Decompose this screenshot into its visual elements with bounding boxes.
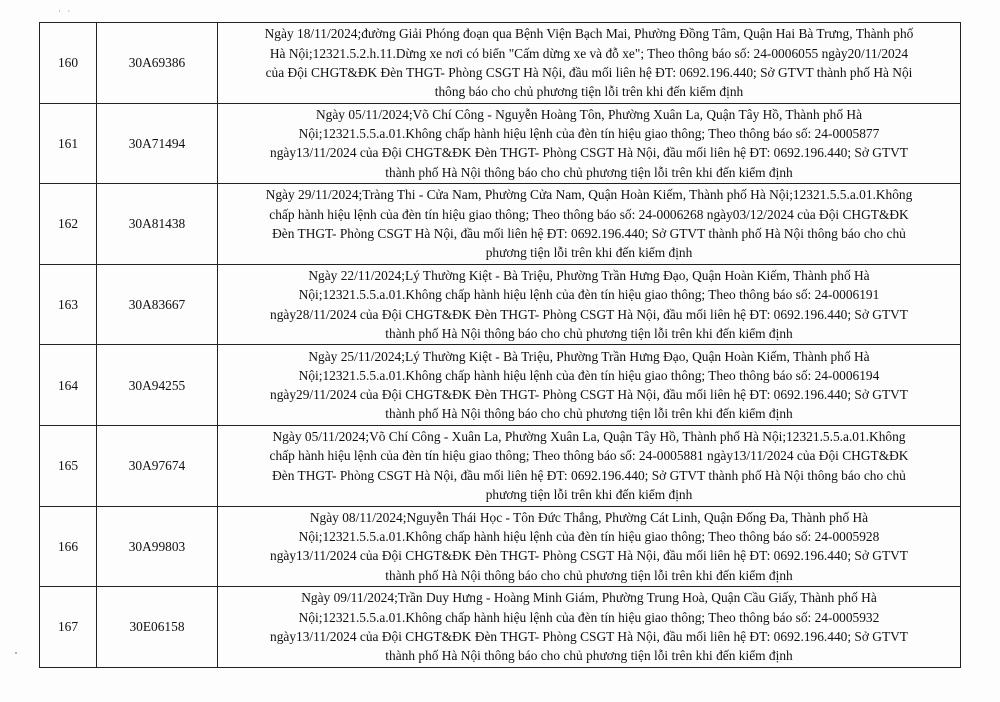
description-line: Ngày 08/11/2024;Nguyễn Thái Học - Tôn Đức Thắng, Phường Cát Linh, Quận Đống Đa, Thành phố Hà xyxy=(309,509,869,525)
table-row xyxy=(40,23,961,104)
description-line: Nội;12321.5.5.a.01.Không chấp hành hiệu lệnh của đèn tín hiệu giao thông; Theo thông báo số: 24-0006194 xyxy=(298,367,880,383)
description-line: chấp hành hiệu lệnh của đèn tín hiệu giao thông; Theo thông báo số: 24-0005881 ngày13/11/2024 của Đội CHGT&ĐK xyxy=(269,448,909,464)
violation-description xyxy=(218,103,961,184)
license-plate: 30A69386 xyxy=(97,23,218,104)
description-line: Ngày 09/11/2024;Trần Duy Hưng - Hoàng Minh Giám, Phường Trung Hoà, Quận Cầu Giấy, Thành phố Hà xyxy=(301,590,877,606)
violation-description xyxy=(218,23,961,104)
row-number: 167 xyxy=(40,587,97,668)
license-plate: 30A83667 xyxy=(97,264,218,345)
table-row xyxy=(40,506,961,587)
table-row xyxy=(40,587,961,668)
description-line: phương tiện lỗi trên khi đến kiểm định xyxy=(485,245,693,261)
violation-description xyxy=(218,587,961,668)
table-row xyxy=(40,103,961,184)
license-plate: 30A97674 xyxy=(97,425,218,506)
description-line: ngày28/11/2024 của Đội CHGT&ĐK Đèn THGT- Phòng CSGT Hà Nội, đầu mối liên hệ ĐT: 0692.196.440; Sở GTVT xyxy=(270,306,908,322)
description-line: thành phố Hà Nội thông báo cho chủ phương tiện lỗi trên khi đến kiểm định xyxy=(385,567,793,583)
description-line: Ngày 29/11/2024;Tràng Thi - Cửa Nam, Phường Cửa Nam, Quận Hoàn Kiếm, Thành phố Hà Nội;12321.5.5.a.01.Không xyxy=(265,187,913,203)
row-number: 165 xyxy=(40,425,97,506)
description-line: ngày13/11/2024 của Đội CHGT&ĐK Đèn THGT- Phòng CSGT Hà Nội, đầu mối liên hệ ĐT: 0692.196.440; Sở GTVT xyxy=(270,628,908,644)
description-line: Ngày 05/11/2024;Võ Chí Công - Nguyễn Hoàng Tôn, Phường Xuân La, Quận Tây Hồ, Thành phố Hà xyxy=(315,106,863,122)
description-line: của Đội CHGT&ĐK Đèn THGT- Phòng CSGT Hà Nội, đầu mối liên hệ ĐT: 0692.196.440; Sở GTVT thành phố Hà Nội xyxy=(265,64,913,80)
table-row xyxy=(40,184,961,265)
row-number: 160 xyxy=(40,23,97,104)
description-line: thành phố Hà Nội thông báo cho chủ phương tiện lỗi trên khi đến kiểm định xyxy=(385,406,793,422)
violation-description xyxy=(218,184,961,265)
violation-description xyxy=(218,425,961,506)
description-line: phương tiện lỗi trên khi đến kiểm định xyxy=(485,487,693,503)
description-line: ngày13/11/2024 của Đội CHGT&ĐK Đèn THGT- Phòng CSGT Hà Nội, đầu mối liên hệ ĐT: 0692.196.440; Sở GTVT xyxy=(270,548,908,564)
row-number: 164 xyxy=(40,345,97,426)
description-line: ngày29/11/2024 của Đội CHGT&ĐK Đèn THGT- Phòng CSGT Hà Nội, đầu mối liên hệ ĐT: 0692.196.440; Sở GTVT xyxy=(270,387,908,403)
description-line: thành phố Hà Nội thông báo cho chủ phương tiện lỗi trên khi đến kiểm định xyxy=(385,164,793,180)
row-number: 162 xyxy=(40,184,97,265)
description-line: Đèn THGT- Phòng CSGT Hà Nội, đầu mối liên hệ ĐT: 0692.196.440; Sở GTVT thành phố Hà Nội thông báo cho chủ xyxy=(272,467,906,483)
license-plate: 30A71494 xyxy=(97,103,218,184)
license-plate: 30A99803 xyxy=(97,506,218,587)
description-line: Ngày 25/11/2024;Lý Thường Kiệt - Bà Triệu, Phường Trần Hưng Đạo, Quận Hoàn Kiếm, Thành phố Hà xyxy=(308,348,870,364)
description-line: thành phố Hà Nội thông báo cho chủ phương tiện lỗi trên khi đến kiểm định xyxy=(385,648,793,664)
license-plate: 30E06158 xyxy=(97,587,218,668)
violation-description xyxy=(218,506,961,587)
scan-speck xyxy=(15,652,17,654)
description-line: Nội;12321.5.5.a.01.Không chấp hành hiệu lệnh của đèn tín hiệu giao thông; Theo thông báo số: 24-0005932 xyxy=(298,609,880,625)
description-line: Ngày 18/11/2024;đường Giải Phóng đoạn qua Bệnh Viện Bạch Mai, Phường Đồng Tâm, Quận Hai Bà Trưng, Thành phố xyxy=(264,26,914,42)
description-line: Nội;12321.5.5.a.01.Không chấp hành hiệu lệnh của đèn tín hiệu giao thông; Theo thông báo số: 24-0006191 xyxy=(298,287,880,303)
description-line: thông báo cho chủ phương tiện lỗi trên khi đến kiểm định xyxy=(434,84,744,100)
violations-table xyxy=(39,22,961,668)
description-line: Nội;12321.5.5.a.01.Không chấp hành hiệu lệnh của đèn tín hiệu giao thông; Theo thông báo số: 24-0005877 xyxy=(298,126,880,142)
violation-description xyxy=(218,264,961,345)
description-line: Ngày 05/11/2024;Võ Chí Công - Xuân La, Phường Xuân La, Quận Tây Hồ, Thành phố Hà Nội;12321.5.5.a.01.Không xyxy=(272,429,906,445)
table-row xyxy=(40,264,961,345)
description-line: Ngày 22/11/2024;Lý Thường Kiệt - Bà Triệu, Phường Trần Hưng Đạo, Quận Hoàn Kiếm, Thành phố Hà xyxy=(308,267,870,283)
description-line: Đèn THGT- Phòng CSGT Hà Nội, đầu mối liên hệ ĐT: 0692.196.440; Sở GTVT thành phố Hà Nội thông báo cho chủ xyxy=(272,225,906,241)
scan-artifact: · · xyxy=(58,6,73,16)
row-number: 163 xyxy=(40,264,97,345)
description-line: Nội;12321.5.5.a.01.Không chấp hành hiệu lệnh của đèn tín hiệu giao thông; Theo thông báo số: 24-0005928 xyxy=(298,529,880,545)
violations-table-body xyxy=(40,23,961,668)
description-line: ngày13/11/2024 của Đội CHGT&ĐK Đèn THGT- Phòng CSGT Hà Nội, đầu mối liên hệ ĐT: 0692.196.440; Sở GTVT xyxy=(270,145,908,161)
license-plate: 30A94255 xyxy=(97,345,218,426)
description-line: Hà Nội;12321.5.2.h.11.Dừng xe nơi có biển "Cấm dừng xe và đỗ xe"; Theo thông báo số: 24-0006055 ngày20/11/2024 xyxy=(269,45,909,61)
description-line: chấp hành hiệu lệnh của đèn tín hiệu giao thông; Theo thông báo số: 24-0006268 ngày03/12/2024 của Đội CHGT&ĐK xyxy=(269,206,909,222)
violation-description xyxy=(218,345,961,426)
license-plate: 30A81438 xyxy=(97,184,218,265)
table-row xyxy=(40,425,961,506)
row-number: 161 xyxy=(40,103,97,184)
row-number: 166 xyxy=(40,506,97,587)
table-row xyxy=(40,345,961,426)
description-line: thành phố Hà Nội thông báo cho chủ phương tiện lỗi trên khi đến kiểm định xyxy=(385,325,793,341)
